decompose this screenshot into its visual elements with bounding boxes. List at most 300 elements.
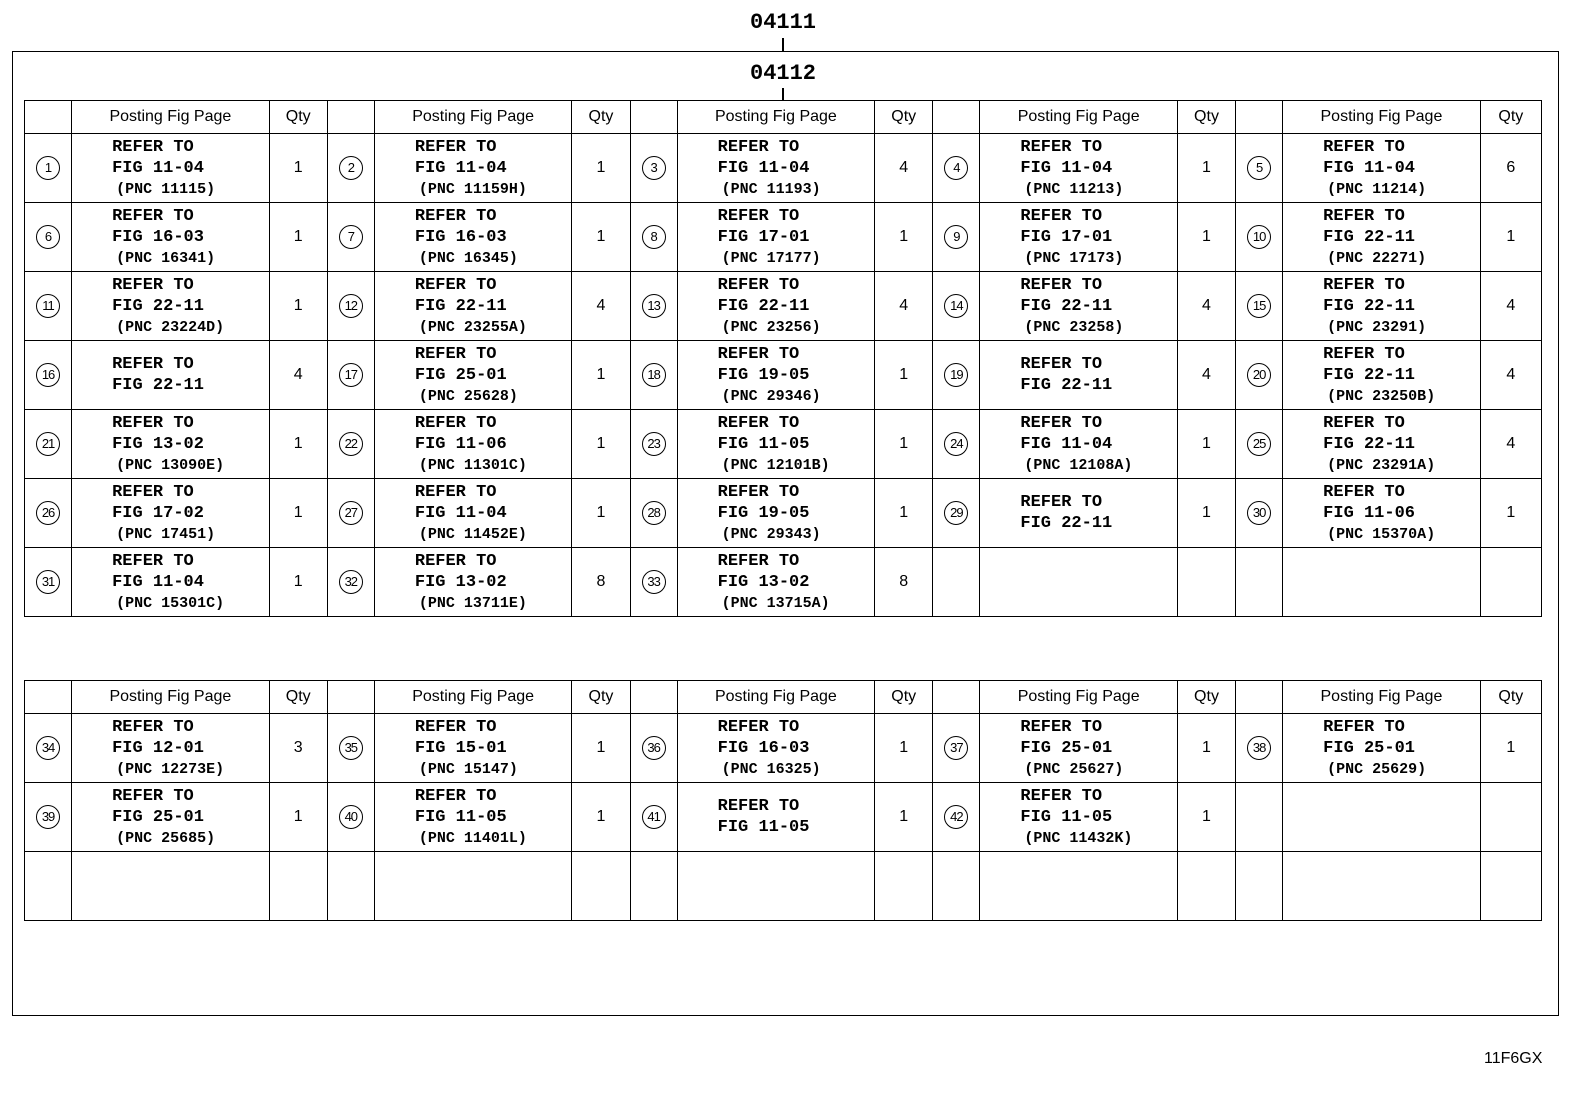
fig-page-text: FIG 15-01: [414, 738, 507, 758]
inner-callout-label: 04112: [749, 61, 817, 86]
posting-ref-cell: [980, 341, 1178, 410]
header-qty: Qty: [572, 101, 630, 134]
table-row: [25, 410, 1542, 479]
posting-ref-cell: [1283, 410, 1481, 479]
posting-ref-cell: [677, 272, 875, 341]
qty-cell: 4: [875, 134, 933, 203]
item-number-cell: [1236, 714, 1283, 783]
refer-to-text: REFER TO: [112, 137, 194, 157]
pnc-text: (PNC 16341): [116, 249, 216, 267]
item-number-badge: 6: [36, 225, 60, 249]
posting-ref-cell: [374, 410, 572, 479]
refer-to-text: REFER TO: [112, 355, 194, 374]
item-number-badge: 32: [339, 570, 363, 594]
refer-to-text: REFER TO: [1020, 206, 1103, 226]
item-number-badge: 35: [339, 736, 363, 760]
item-number-badge: 37: [944, 736, 968, 760]
posting-ref-cell: [1283, 479, 1481, 548]
pnc-text: (PNC 11193): [721, 180, 821, 198]
item-number-badge: 33: [642, 570, 666, 594]
item-number-badge: 9: [944, 225, 968, 249]
item-number-cell: [630, 714, 677, 783]
item-number-badge: 4: [944, 156, 968, 180]
fig-page-text: FIG 12-01: [112, 738, 204, 758]
table-row: [25, 272, 1542, 341]
item-number-cell: [25, 548, 72, 617]
item-number-badge: 34: [36, 736, 60, 760]
item-number-cell: [630, 410, 677, 479]
refer-to-text: REFER TO: [717, 137, 800, 157]
posting-ref-cell: [677, 479, 875, 548]
posting-ref-cell: [1283, 341, 1481, 410]
fig-page-text: FIG 19-05: [717, 503, 810, 523]
pnc-text: (PNC 11432K): [1024, 829, 1133, 847]
posting-ref-cell: [72, 479, 270, 548]
posting-ref-cell: [374, 548, 572, 617]
table-row: [25, 548, 1542, 617]
posting-ref-cell: [72, 714, 270, 783]
item-number-cell: [327, 714, 374, 783]
header-posting-fig-page: Posting Fig Page: [677, 101, 875, 134]
fig-page-text: FIG 11-04: [1020, 434, 1113, 454]
qty-cell: 8: [875, 548, 933, 617]
refer-to-text: REFER TO: [717, 551, 800, 571]
qty-cell: 1: [269, 134, 327, 203]
item-number-cell: [933, 272, 980, 341]
header-qty: Qty: [875, 101, 933, 134]
refer-to-text: REFER TO: [1323, 482, 1405, 502]
header-num-cell: [25, 681, 72, 714]
posting-ref-cell: [677, 852, 875, 921]
fig-page-text: FIG 22-11: [1323, 296, 1415, 316]
posting-ref-cell: [72, 783, 270, 852]
fig-page-text: FIG 11-04: [112, 572, 204, 592]
posting-ref-cell: [980, 272, 1178, 341]
header-row: [25, 101, 1542, 134]
refer-to-text: REFER TO: [414, 786, 497, 806]
header-num-cell: [1236, 681, 1283, 714]
posting-ref-cell: [980, 203, 1178, 272]
fig-page-text: FIG 11-04: [1323, 158, 1415, 178]
fig-page-text: FIG 11-05: [717, 818, 810, 837]
refer-to-text: REFER TO: [1020, 275, 1103, 295]
item-number-badge: 25: [1247, 432, 1271, 456]
qty-cell: 1: [875, 714, 933, 783]
pnc-text: (PNC 11452E): [418, 525, 527, 543]
parts-table-1: [24, 100, 1542, 617]
refer-to-text: REFER TO: [717, 275, 800, 295]
refer-to-text: REFER TO: [717, 482, 800, 502]
fig-page-text: FIG 22-11: [1020, 376, 1113, 395]
header-posting-fig-page: Posting Fig Page: [980, 101, 1178, 134]
item-number-cell: [630, 479, 677, 548]
posting-ref-cell: [72, 272, 270, 341]
posting-ref-cell: [72, 548, 270, 617]
item-number-badge: 15: [1247, 294, 1271, 318]
refer-to-text: REFER TO: [1020, 493, 1103, 512]
qty-cell: 1: [572, 203, 630, 272]
qty-cell: 1: [875, 783, 933, 852]
refer-to-text: REFER TO: [1323, 206, 1405, 226]
item-number-badge: 13: [642, 294, 666, 318]
posting-ref-cell: [72, 134, 270, 203]
refer-to-text: REFER TO: [112, 786, 194, 806]
refer-to-text: REFER TO: [1323, 137, 1405, 157]
qty-cell: 1: [572, 783, 630, 852]
item-number-badge: 24: [944, 432, 968, 456]
posting-ref-cell: [1283, 852, 1481, 921]
fig-page-text: FIG 22-11: [1323, 365, 1415, 385]
header-posting-fig-page: Posting Fig Page: [677, 681, 875, 714]
qty-cell: 1: [269, 479, 327, 548]
qty-cell: 1: [1480, 203, 1541, 272]
qty-cell: 4: [269, 341, 327, 410]
posting-ref-cell: [980, 548, 1178, 617]
parts-table-1-wrap: [24, 100, 1542, 617]
item-number-badge: 2: [339, 156, 363, 180]
fig-page-text: FIG 19-05: [717, 365, 810, 385]
item-number-cell: [327, 548, 374, 617]
item-number-badge: 16: [36, 363, 60, 387]
pnc-text: (PNC 16325): [721, 760, 821, 778]
item-number-cell: [1236, 272, 1283, 341]
fig-page-text: FIG 13-02: [112, 434, 204, 454]
fig-page-text: FIG 17-02: [112, 503, 204, 523]
item-number-cell: [933, 479, 980, 548]
item-number-cell: [25, 479, 72, 548]
item-number-badge: 30: [1247, 501, 1271, 525]
header-num-cell: [327, 101, 374, 134]
item-number-badge: 7: [339, 225, 363, 249]
fig-page-text: FIG 11-04: [414, 158, 507, 178]
posting-ref-cell: [374, 272, 572, 341]
fig-page-text: FIG 11-04: [414, 503, 507, 523]
fig-page-text: FIG 22-11: [1323, 227, 1415, 247]
refer-to-text: REFER TO: [1323, 275, 1405, 295]
qty-cell: 1: [572, 714, 630, 783]
header-num-cell: [25, 101, 72, 134]
fig-page-text: FIG 25-01: [1323, 738, 1415, 758]
header-num-cell: [933, 681, 980, 714]
table-row: [25, 783, 1542, 852]
item-number-badge: 38: [1247, 736, 1271, 760]
header-qty: Qty: [1177, 681, 1235, 714]
refer-to-text: REFER TO: [1323, 344, 1405, 364]
refer-to-text: REFER TO: [414, 206, 497, 226]
refer-to-text: REFER TO: [717, 206, 800, 226]
item-number-cell: [933, 852, 980, 921]
item-number-badge: 1: [36, 156, 60, 180]
item-number-cell: [933, 548, 980, 617]
item-number-badge: 5: [1247, 156, 1271, 180]
fig-page-text: FIG 11-04: [112, 158, 204, 178]
qty-cell: 1: [572, 410, 630, 479]
item-number-cell: [933, 714, 980, 783]
parts-table-2: [24, 680, 1542, 921]
item-number-cell: [327, 783, 374, 852]
item-number-badge: 12: [339, 294, 363, 318]
item-number-badge: 3: [642, 156, 666, 180]
posting-ref-cell: [980, 852, 1178, 921]
item-number-cell: [630, 783, 677, 852]
refer-to-text: REFER TO: [414, 482, 497, 502]
qty-cell: 1: [875, 203, 933, 272]
pnc-text: (PNC 25685): [116, 829, 216, 847]
header-posting-fig-page: Posting Fig Page: [374, 101, 572, 134]
header-posting-fig-page: Posting Fig Page: [72, 101, 270, 134]
item-number-cell: [933, 134, 980, 203]
item-number-cell: [933, 341, 980, 410]
fig-page-text: FIG 22-11: [414, 296, 507, 316]
pnc-text: (PNC 13715A): [721, 594, 830, 612]
header-num-cell: [327, 681, 374, 714]
table-row: [25, 852, 1542, 921]
posting-ref-cell: [980, 783, 1178, 852]
item-number-cell: [630, 272, 677, 341]
qty-cell: 1: [1177, 410, 1235, 479]
item-number-cell: [327, 410, 374, 479]
qty-cell: [1480, 548, 1541, 617]
item-number-cell: [1236, 203, 1283, 272]
item-number-badge: 26: [36, 501, 60, 525]
pnc-text: (PNC 23250B): [1327, 387, 1436, 405]
refer-to-text: REFER TO: [1020, 355, 1103, 374]
pnc-text: (PNC 11159H): [418, 180, 527, 198]
posting-ref-cell: [1283, 203, 1481, 272]
fig-page-text: FIG 22-11: [112, 296, 204, 316]
refer-to-text: REFER TO: [414, 137, 497, 157]
item-number-cell: [1236, 134, 1283, 203]
item-number-cell: [327, 852, 374, 921]
table-row: [25, 203, 1542, 272]
qty-cell: 1: [572, 341, 630, 410]
pnc-text: (PNC 23224D): [116, 318, 225, 336]
pnc-text: (PNC 15370A): [1327, 525, 1436, 543]
fig-page-text: FIG 22-11: [1020, 514, 1113, 533]
refer-to-text: REFER TO: [112, 551, 194, 571]
item-number-cell: [1236, 852, 1283, 921]
header-posting-fig-page: Posting Fig Page: [72, 681, 270, 714]
item-number-badge: 23: [642, 432, 666, 456]
fig-page-text: FIG 13-02: [414, 572, 507, 592]
item-number-cell: [327, 479, 374, 548]
refer-to-text: REFER TO: [1323, 717, 1405, 737]
refer-to-text: REFER TO: [112, 413, 194, 433]
item-number-badge: 40: [339, 805, 363, 829]
pnc-text: (PNC 11115): [116, 180, 216, 198]
item-number-cell: [630, 203, 677, 272]
posting-ref-cell: [980, 479, 1178, 548]
outer-leader-line: [782, 38, 784, 52]
posting-ref-cell: [980, 714, 1178, 783]
fig-page-text: FIG 11-05: [717, 434, 810, 454]
qty-cell: 1: [269, 548, 327, 617]
refer-to-text: REFER TO: [1020, 413, 1103, 433]
refer-to-text: REFER TO: [112, 206, 194, 226]
fig-page-text: FIG 16-03: [414, 227, 507, 247]
posting-ref-cell: [1283, 714, 1481, 783]
table-row: [25, 341, 1542, 410]
header-qty: Qty: [269, 681, 327, 714]
pnc-text: (PNC 11401L): [418, 829, 527, 847]
item-number-cell: [630, 341, 677, 410]
item-number-badge: 14: [944, 294, 968, 318]
item-number-cell: [327, 341, 374, 410]
item-number-cell: [25, 410, 72, 479]
pnc-text: (PNC 22271): [1327, 249, 1427, 267]
qty-cell: 4: [1177, 272, 1235, 341]
posting-ref-cell: [980, 134, 1178, 203]
header-qty: Qty: [269, 101, 327, 134]
qty-cell: 4: [1177, 341, 1235, 410]
qty-cell: 1: [875, 341, 933, 410]
item-number-cell: [327, 272, 374, 341]
qty-cell: 6: [1480, 134, 1541, 203]
posting-ref-cell: [677, 783, 875, 852]
item-number-cell: [25, 852, 72, 921]
item-number-cell: [25, 783, 72, 852]
item-number-badge: 27: [339, 501, 363, 525]
posting-ref-cell: [677, 548, 875, 617]
fig-page-text: FIG 16-03: [112, 227, 204, 247]
item-number-badge: 18: [642, 363, 666, 387]
item-number-badge: 11: [36, 294, 60, 318]
item-number-badge: 22: [339, 432, 363, 456]
refer-to-text: REFER TO: [717, 413, 800, 433]
pnc-text: (PNC 25627): [1024, 760, 1124, 778]
fig-page-text: FIG 13-02: [717, 572, 810, 592]
posting-ref-cell: [980, 410, 1178, 479]
pnc-text: (PNC 13090E): [116, 456, 225, 474]
header-posting-fig-page: Posting Fig Page: [1283, 681, 1481, 714]
header-qty: Qty: [572, 681, 630, 714]
item-number-cell: [1236, 479, 1283, 548]
header-posting-fig-page: Posting Fig Page: [980, 681, 1178, 714]
fig-page-text: FIG 11-04: [717, 158, 810, 178]
refer-to-text: REFER TO: [414, 344, 497, 364]
item-number-badge: 28: [642, 501, 666, 525]
qty-cell: 4: [572, 272, 630, 341]
qty-cell: 1: [269, 410, 327, 479]
refer-to-text: REFER TO: [414, 717, 497, 737]
header-posting-fig-page: Posting Fig Page: [374, 681, 572, 714]
qty-cell: 1: [875, 479, 933, 548]
table-row: [25, 714, 1542, 783]
item-number-badge: 41: [642, 805, 666, 829]
fig-page-text: FIG 25-01: [112, 807, 204, 827]
qty-cell: 3: [269, 714, 327, 783]
pnc-text: (PNC 23256): [721, 318, 821, 336]
pnc-text: (PNC 23258): [1024, 318, 1124, 336]
posting-ref-cell: [1283, 134, 1481, 203]
item-number-cell: [25, 272, 72, 341]
refer-to-text: REFER TO: [1020, 137, 1103, 157]
fig-page-text: FIG 25-01: [1020, 738, 1113, 758]
posting-ref-cell: [374, 783, 572, 852]
item-number-cell: [630, 548, 677, 617]
pnc-text: (PNC 23291): [1327, 318, 1427, 336]
posting-ref-cell: [677, 341, 875, 410]
qty-cell: 1: [1177, 783, 1235, 852]
pnc-text: (PNC 11213): [1024, 180, 1124, 198]
posting-ref-cell: [677, 714, 875, 783]
item-number-cell: [25, 341, 72, 410]
item-number-cell: [327, 134, 374, 203]
qty-cell: 1: [572, 479, 630, 548]
parts-table-2-wrap: [24, 680, 1542, 921]
refer-to-text: REFER TO: [1020, 786, 1103, 806]
item-number-badge: 39: [36, 805, 60, 829]
item-number-cell: [933, 410, 980, 479]
pnc-text: (PNC 11214): [1327, 180, 1427, 198]
qty-cell: 4: [875, 272, 933, 341]
refer-to-text: REFER TO: [717, 797, 800, 816]
pnc-text: (PNC 12101B): [721, 456, 830, 474]
item-number-badge: 17: [339, 363, 363, 387]
item-number-badge: 21: [36, 432, 60, 456]
posting-ref-cell: [72, 410, 270, 479]
fig-page-text: FIG 22-11: [1323, 434, 1415, 454]
item-number-cell: [1236, 341, 1283, 410]
table-row: [25, 134, 1542, 203]
outer-callout-label: 04111: [749, 10, 817, 35]
pnc-text: (PNC 12273E): [116, 760, 225, 778]
qty-cell: 1: [1480, 714, 1541, 783]
pnc-text: (PNC 17173): [1024, 249, 1124, 267]
pnc-text: (PNC 23291A): [1327, 456, 1436, 474]
refer-to-text: REFER TO: [717, 717, 800, 737]
refer-to-text: REFER TO: [112, 717, 194, 737]
fig-page-text: FIG 22-11: [112, 376, 204, 395]
refer-to-text: REFER TO: [717, 344, 800, 364]
qty-cell: 1: [1480, 479, 1541, 548]
posting-ref-cell: [374, 203, 572, 272]
pnc-text: (PNC 17451): [116, 525, 216, 543]
refer-to-text: REFER TO: [414, 413, 497, 433]
header-row: [25, 681, 1542, 714]
fig-page-text: FIG 22-11: [1020, 296, 1113, 316]
posting-ref-cell: [1283, 272, 1481, 341]
qty-cell: 1: [269, 272, 327, 341]
fig-page-text: FIG 25-01: [414, 365, 507, 385]
item-number-badge: 19: [944, 363, 968, 387]
item-number-cell: [1236, 410, 1283, 479]
header-num-cell: [630, 681, 677, 714]
fig-page-text: FIG 11-06: [414, 434, 507, 454]
fig-page-text: FIG 11-04: [1020, 158, 1113, 178]
qty-cell: [1177, 852, 1235, 921]
pnc-text: (PNC 29346): [721, 387, 821, 405]
pnc-text: (PNC 16345): [418, 249, 518, 267]
item-number-badge: 29: [944, 501, 968, 525]
qty-cell: 4: [1480, 272, 1541, 341]
item-number-cell: [630, 134, 677, 203]
header-qty: Qty: [875, 681, 933, 714]
qty-cell: 1: [1177, 479, 1235, 548]
item-number-badge: 20: [1247, 363, 1271, 387]
item-number-badge: 10: [1247, 225, 1271, 249]
item-number-cell: [1236, 783, 1283, 852]
posting-ref-cell: [677, 203, 875, 272]
qty-cell: 1: [875, 410, 933, 479]
fig-page-text: FIG 11-05: [414, 807, 507, 827]
fig-page-text: FIG 17-01: [1020, 227, 1113, 247]
qty-cell: [269, 852, 327, 921]
header-posting-fig-page: Posting Fig Page: [1283, 101, 1481, 134]
pnc-text: (PNC 25629): [1327, 760, 1427, 778]
pnc-text: (PNC 17177): [721, 249, 821, 267]
fig-page-text: FIG 11-06: [1323, 503, 1415, 523]
